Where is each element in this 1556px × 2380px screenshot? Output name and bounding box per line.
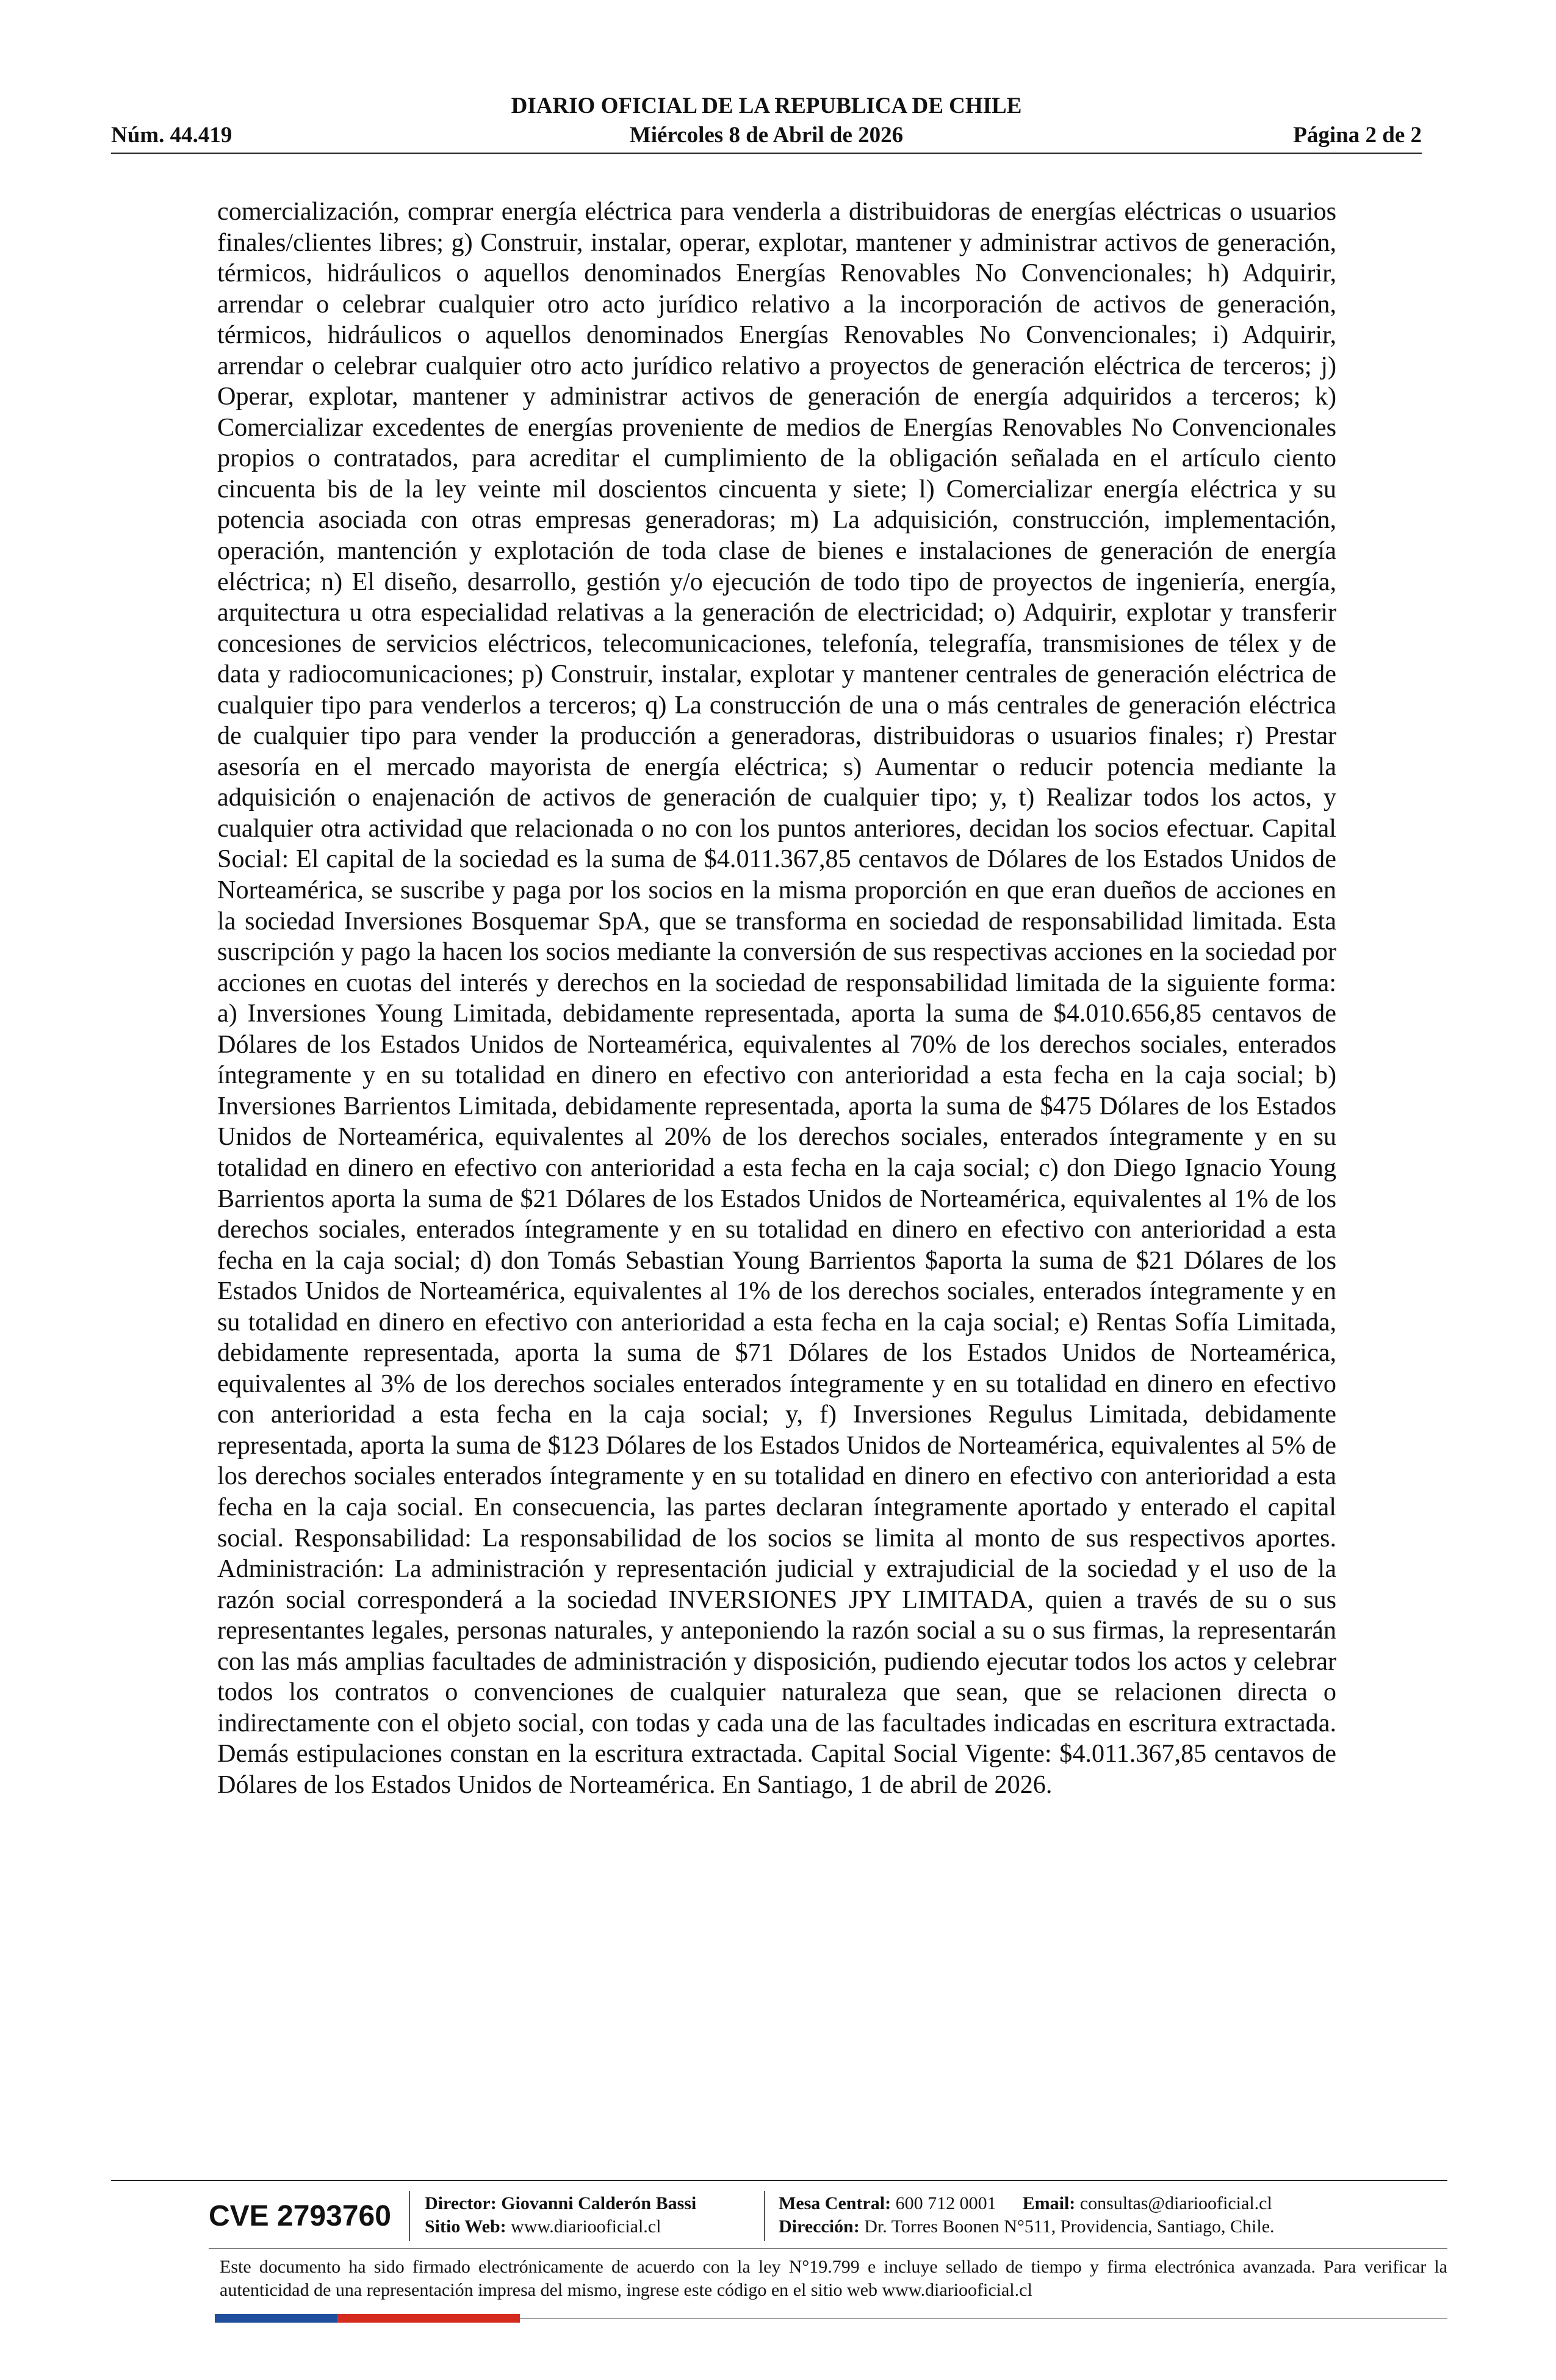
- header-meta-row: [111, 122, 1422, 149]
- header-divider: [111, 153, 1422, 154]
- electronic-signature-notice: Este documento ha sido firmado electrónicamente de acuerdo con la ley N°19.799 e incluye sellado de tiempo y firma electrónica avanzada. Para verificar la autenticidad de una representación impresa del mismo, ingrese este código en el sitio web www.diariooficial.cl: [220, 2257, 1447, 2300]
- website-label: Sitio Web:: [425, 2216, 506, 2237]
- footer-divider-middle: [209, 2248, 1447, 2249]
- page-header: [111, 93, 1422, 154]
- cve-code: CVE 2793760: [209, 2200, 391, 2232]
- footer-contact-block: [779, 2192, 1275, 2238]
- footer-bottom-line: [520, 2318, 1447, 2319]
- issue-date: Miércoles 8 de Abril de 2026: [629, 123, 904, 148]
- footer-separator: [409, 2191, 410, 2241]
- extract-body-text: comercialización, comprar energía eléctrica para venderla a distribuidoras de energías eléctricas o usuarios finales/clientes libres; g) Construir, instalar, operar, explotar, mantener y administrar activos de generación, térmicos, hidráulicos o aquellos denominados Energías Renovables No Convencionales; h) Adquirir, arrendar o celebrar cualquier otro acto jurídico relativo a la incorporación de activos de generación, térmicos, hidráulicos o aquellos denominados Energías Renovables No Convencionales; i) Adquirir, arrendar o celebrar cualquier otro acto jurídico relativo a proyectos de generación eléctrica de terceros; j) Operar, explotar, mantener y administrar activos de generación de energía adquiridos a terceros; k) Comercializar excedentes de energías proveniente de medios de Energías Renovables No Convencionales propios o contratados, para acreditar el cumplimiento de la obligación señalada en el artículo ciento cincuenta bis de la ley veinte mil doscientos cincuenta y siete; l) Comercializar energía eléctrica y su potencia asociada con otras empresas generadoras; m) La adquisición, construcción, implementación, operación, mantención y explotación de toda clase de bienes e instalaciones de generación de energía eléctrica; n) El diseño, desarrollo, gestión y/o ejecución de todo tipo de proyectos de ingeniería, energía, arquitectura u otra especialidad relativas a la generación de electricidad; o) Adquirir, explotar y transferir concesiones de servicios eléctricos, telecomunicaciones, telefonía, telegrafía, transmisiones de télex y de data y radiocomunicaciones; p) Construir, instalar, explotar y mantener centrales de generación eléctrica de cualquier tipo para venderlos a terceros; q) La construcción de una o más centrales de generación eléctrica de cualquier tipo para vender la producción a generadoras, distribuidoras o usuarios finales; r) Prestar asesoría en el mercado mayorista de energía eléctrica; s) Aumentar o reducir potencia mediante la adquisición o enajenación de activos de generación de cualquier tipo; y, t) Realizar todos los actos, y cualquier otra actividad que relacionada o no con los puntos anteriores, decidan los socios efectuar. Capital Social: El capital de la sociedad es la suma de $4.011.367,85 centavos de Dólares de los Estados Unidos de Norteamérica, se suscribe y paga por los socios en la misma proporción en que eran dueños de acciones en la sociedad Inversiones Bosquemar SpA, que se transforma en sociedad de responsabilidad limitada. Esta suscripción y pago la hacen los socios mediante la conversión de sus respectivas acciones en la sociedad por acciones en cuotas del interés y derechos en la sociedad de responsabilidad limitada de la siguiente forma: a) Inversiones Young Limitada, debidamente representada, aporta la suma de $4.010.656,85 centavos de Dólares de los Estados Unidos de Norteamérica, equivalentes al 70% de los derechos sociales, enterados íntegramente y en su totalidad en dinero en efectivo con anterioridad a esta fecha en la caja social; b) Inversiones Barrientos Limitada, debidamente representada, aporta la suma de $475 Dólares de los Estados Unidos de Norteamérica, equivalentes al 20% de los derechos sociales, enterados íntegramente y en su totalidad en dinero en efectivo con anterioridad a esta fecha en la caja social; c) don Diego Ignacio Young Barrientos aporta la suma de $21 Dólares de los Estados Unidos de Norteamérica, equivalentes al 1% de los derechos sociales, enterados íntegramente y en su totalidad en dinero en efectivo con anterioridad a esta fecha en la caja social; d) don Tomás Sebastian Young Barrientos $aporta la suma de $21 Dólares de los Estados Unidos de Norteamérica, equivalentes al 1% de los derechos sociales, enterados íntegramente y en su totalidad en dinero en efectivo con anterioridad a esta fecha en la caja social; e) Rentas Sofía Limitada, debidamente representada, aporta la suma de $71 Dólares de los Estados Unidos de Norteamérica, equivalentes al 3% de los derechos sociales enterados íntegramente y en su totalidad en dinero en efectivo con anterioridad a esta fecha en la caja social; y, f) Inversiones Regulus Limitada, debidamente representada, aporta la suma de $123 Dólares de los Estados Unidos de Norteamérica, equivalentes al 5% de los derechos sociales enterados íntegramente y en su totalidad en dinero en efectivo con anterioridad a esta fecha en la caja social. En consecuencia, las partes declaran íntegramente aportado y enterado el capital social. Responsabilidad: La responsabilidad de los socios se limita al monto de sus respectivos aportes. Administración: La administración y representación judicial y extrajudicial de la sociedad y el uso de la razón social corresponderá a la sociedad INVERSIONES JPY LIMITADA, quien a través de su o sus representantes legales, personas naturales, y anteponiendo la razón social a su o sus firmas, la representarán con las más amplias facultades de administración y disposición, pudiendo ejecutar todos los actos y celebrar todos los contratos o convenciones de cualquier naturaleza que sean, que se relacionen directa o indirectamente con el objeto social, con todas y cada una de las facultades indicadas en escritura extractada. Demás estipulaciones constan en la escritura extractada. Capital Social Vigente: $4.011.367,85 centavos de Dólares de los Estados Unidos de Norteamérica. En Santiago, 1 de abril de 2026.: [217, 197, 1336, 1799]
- website-link[interactable]: www.diariooficial.cl: [511, 2216, 661, 2237]
- publication-title: DIARIO OFICIAL DE LA REPUBLICA DE CHILE: [511, 93, 1022, 118]
- phone-number: 600 712 0001: [895, 2193, 996, 2213]
- director-label: Director:: [425, 2193, 497, 2213]
- flag-red-segment: [337, 2314, 520, 2323]
- website-line: [425, 2215, 696, 2238]
- address-line: [779, 2215, 1275, 2238]
- flag-blue-segment: [215, 2314, 337, 2323]
- address-label: Dirección:: [779, 2216, 860, 2237]
- phone-label: Mesa Central:: [779, 2193, 891, 2213]
- issue-number: Núm. 44.419: [111, 123, 232, 148]
- page-footer: [111, 2180, 1447, 2326]
- footer-separator: [764, 2191, 765, 2241]
- address-text: Dr. Torres Boonen N°511, Providencia, Santiago, Chile.: [864, 2216, 1275, 2237]
- chile-flag-stripe: [215, 2314, 520, 2323]
- email-label: Email:: [1022, 2193, 1076, 2213]
- director-line: [425, 2192, 696, 2215]
- page-indicator: Página 2 de 2: [1293, 123, 1422, 148]
- contact-line: [779, 2192, 1275, 2215]
- email-link[interactable]: consultas@diariooficial.cl: [1079, 2193, 1272, 2213]
- footer-divider-top: [111, 2180, 1447, 2181]
- footer-director-block: [425, 2192, 696, 2238]
- director-name: Giovanni Calderón Bassi: [501, 2193, 697, 2213]
